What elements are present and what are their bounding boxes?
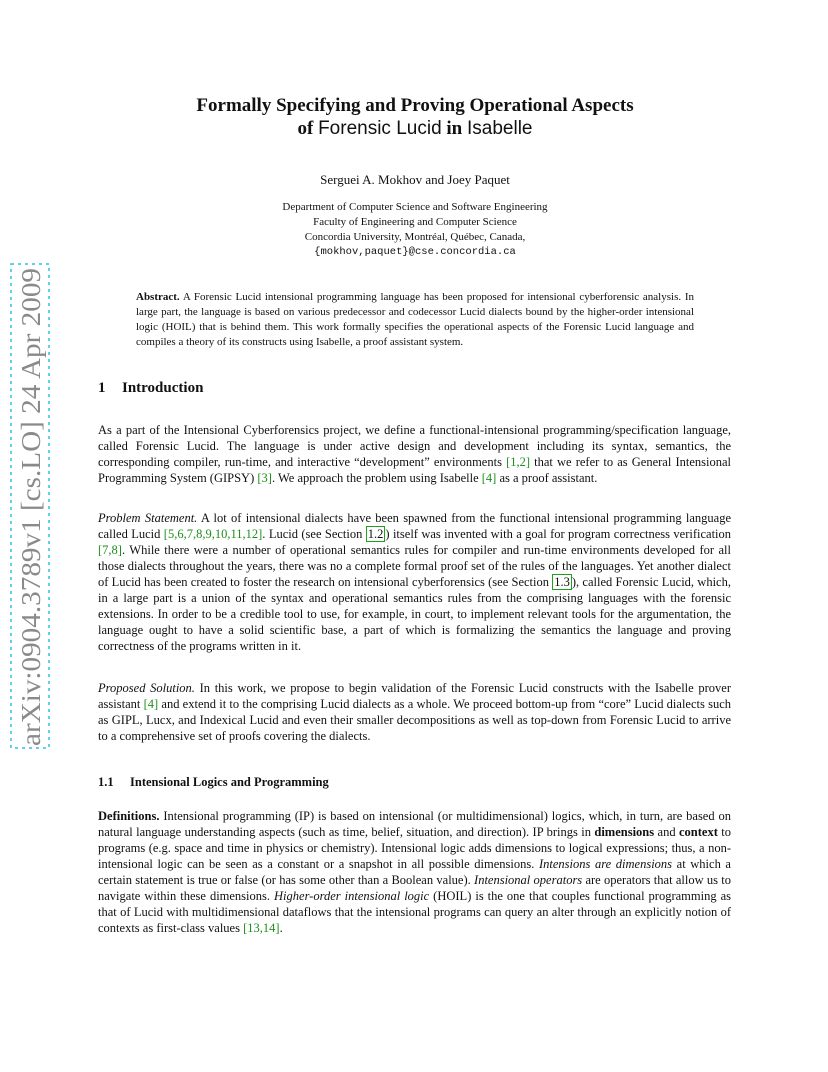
intro-paragraph: As a part of the Intensional Cyberforensics project, we define a functional-intensional programming/specification language, called Forensic Lucid. The language is under active design and development including its syntax, semantics, the corresponding compiler, run-time, and interactive “development” environments [1,2] that we refer to as General Intensional Programming System (GIPSY) [3]. We approach the problem using Isabelle [4] as a proof assistant. — [98, 423, 731, 485]
tool-name: Isabelle — [467, 118, 533, 139]
citation-link[interactable]: [3] — [257, 471, 272, 485]
section-ref-link[interactable]: 1.3 — [554, 575, 570, 589]
authors: Serguei A. Mokhov and Joey Paquet — [320, 172, 510, 187]
affiliation — [100, 200, 730, 260]
citation-link[interactable]: [4] — [143, 697, 159, 711]
arxiv-identifier: arXiv:0904.3789v1 [cs.LO] 24 Apr 2009 — [16, 303, 46, 746]
email[interactable]: {mokhov,paquet}@cse.concordia.ca — [314, 246, 516, 258]
language-name: Forensic Lucid — [318, 118, 442, 139]
faculty: Faculty of Engineering and Computer Science — [313, 216, 517, 228]
paragraph-label: Definitions. — [98, 809, 160, 823]
section-ref-link[interactable]: 1.2 — [367, 527, 384, 541]
section-title: Introduction — [122, 380, 204, 396]
abstract-text: A Forensic Lucid intensional programming language has been proposed for intensional cyberforensic analysis. In large part, the language is based on various predecessor and codecessor Lucid dialects bound by the higher-order intensional logic (HOIL) that is behind them. This work formally specifies the operational aspects of the Forensic Lucid language and compiles a theory of its constructs using Isabelle, a proof assistant system. — [136, 291, 694, 348]
subsection-title: Intensional Logics and Programming — [130, 775, 329, 789]
arxiv-stamp — [8, 262, 52, 750]
definitions-paragraph: Definitions. Intensional programming (IP) is based on intensional (or multidimensional) logics, which, in turn, are based on natural language understanding aspects (such as time, belief, situation, and direction). IP brings in dimensions and context to programs (e.g. space and time in physics or chemistry). Intensional logic adds dimensions to logical expressions; thus, a non-intensional logic can be seen as a constant or a snapshot in all possible dimensions. Intensions are dimensions at which a certain statement is true or false (or has some other than a Boolean value). Intensional operators are operators that allow us to navigate within these dimensions. Higher-order intensional logic (HOIL) is the one that couples functional programming as that of Lucid with multidimensional dataflows that the intensional programs can query an alter through an explicitly notion of contexts as first-class values [13,14]. — [98, 809, 732, 935]
abstract-label: Abstract. — [136, 291, 180, 303]
paper-title — [100, 94, 730, 140]
subsection-number: 1.1 — [98, 775, 114, 789]
subsection-heading — [98, 775, 329, 790]
title-line-2: of Forensic Lucid in Isabelle — [297, 118, 533, 139]
university: Concordia University, Montréal, Québec, Canada, — [304, 231, 526, 243]
section-heading — [98, 380, 203, 397]
title-line-1: Formally Specifying and Proving Operational Aspects — [196, 95, 634, 116]
citation-link[interactable]: [1,2] — [506, 455, 531, 469]
problem-statement-paragraph: Problem Statement. A lot of intensional dialects have been spawned from the functional intensional programming language called Lucid [5,6,7,8,9,10,11,12]. Lucid (see Section 1.2 ) itself was invented with a goal for program correctness verification [7,8]. While there were a number of operational semantics rules for compiler and run-time environments developed for all those dialects throughout the years, there was no a complete formal proof set of the rules of the languages. Yet another dialect of Lucid has been created to foster the research on intensional cyberforensics (see Section 1.3 ), called Forensic Lucid, which, in a large part is a union of the syntax and operational semantics rules from the comprising languages with the forensic extensions. In order to be a credible tool to use, for example, in court, to implement relevant tools for the argumentation, the language ought to have a solid scientific base, a part of which is formalizing the semantics the language and proving correctness of the programs written in it. — [98, 511, 732, 653]
proposed-solution-paragraph: Proposed Solution. In this work, we propose to begin validation of the Forensic Lucid constructs with the Isabelle prover assistant [4] and extend it to the comprising Lucid dialects as a whole. We proceed bottom-up from “core” Lucid dialects such as GIPL, Lucx, and Indexical Lucid and even their smaller decompositions as well as top-down from Forensic Lucid to arrive to a comprehensive set of proofs covering the dialects. — [98, 681, 731, 743]
citation-link[interactable]: [4] — [481, 471, 497, 485]
section-number: 1 — [98, 380, 106, 396]
citation-link[interactable]: [5,6,7,8,9,10,11,12] — [163, 527, 263, 541]
paragraph-label: Problem Statement. — [98, 511, 198, 525]
paragraph-label: Proposed Solution. — [98, 681, 195, 695]
abstract — [136, 290, 694, 350]
citation-link[interactable]: [7,8] — [98, 543, 122, 557]
citation-link[interactable]: [13,14] — [243, 921, 280, 935]
department: Department of Computer Science and Software Engineering — [282, 201, 548, 213]
